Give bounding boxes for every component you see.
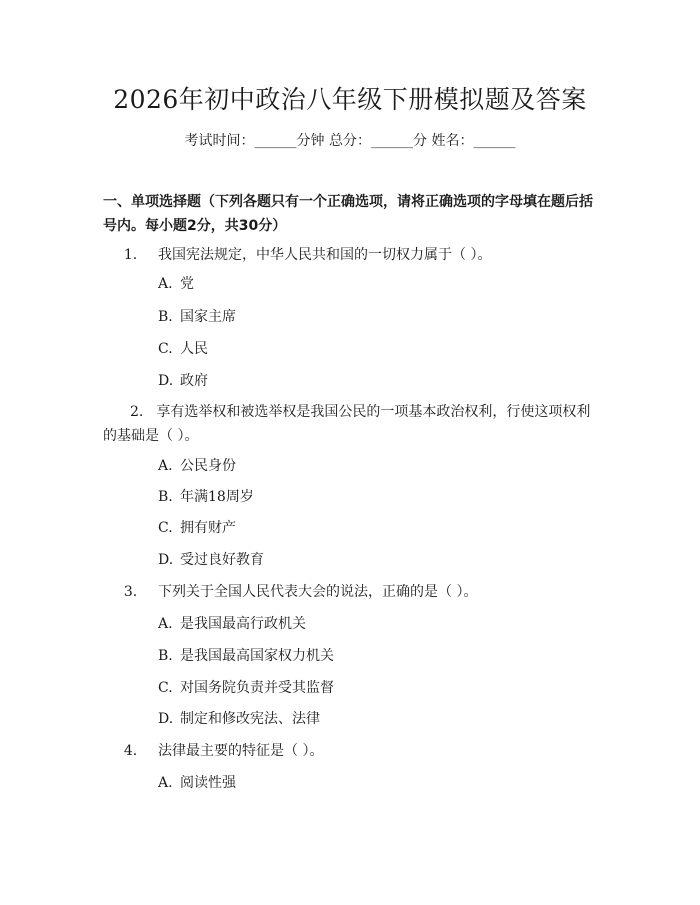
- option-letter: C.: [158, 680, 173, 696]
- exam-info-line: [0, 130, 700, 152]
- question-4: [103, 739, 603, 763]
- option-2d: [158, 548, 598, 572]
- time-label: 考试时间：: [184, 133, 255, 149]
- question-3: [103, 580, 603, 604]
- option-text: 年满18周岁: [180, 489, 254, 505]
- option-3b: [158, 644, 598, 668]
- option-letter: A.: [158, 775, 173, 791]
- option-letter: A.: [158, 616, 173, 632]
- time-blank: ______: [254, 133, 297, 149]
- option-text: 政府: [180, 373, 208, 389]
- question-number: 3.: [123, 584, 138, 600]
- question-text: 我国宪法规定，中华人民共和国的一切权力属于（ ）。: [158, 247, 492, 263]
- score-unit: 分: [413, 133, 427, 149]
- question-number: 1.: [123, 247, 138, 263]
- name-label: 姓名：: [431, 133, 474, 149]
- question-number: 2.: [130, 404, 144, 420]
- option-1d: [158, 369, 598, 393]
- option-text: 公民身份: [180, 458, 236, 474]
- option-text: 是我国最高国家权力机关: [180, 648, 334, 664]
- question-text: 享有选举权和被选举权是我国公民的一项基本政治权利，行使这项权利的基础是（ ）。: [103, 404, 591, 444]
- option-3d: [158, 707, 598, 731]
- option-4a: [158, 771, 598, 795]
- option-text: 对国务院负责并受其监督: [180, 680, 334, 696]
- option-letter: C.: [158, 341, 173, 357]
- question-text: 法律最主要的特征是（ ）。: [158, 743, 324, 759]
- option-letter: D.: [158, 373, 174, 389]
- option-text: 受过良好教育: [180, 552, 264, 568]
- option-text: 人民: [180, 341, 208, 357]
- option-letter: B.: [158, 489, 173, 505]
- option-text: 是我国最高行政机关: [180, 616, 306, 632]
- option-letter: D.: [158, 552, 174, 568]
- option-letter: A.: [158, 458, 173, 474]
- option-1a: [158, 272, 598, 296]
- question-2: [103, 400, 603, 448]
- option-letter: A.: [158, 276, 173, 292]
- score-blank: ______: [371, 133, 413, 149]
- option-text: 国家主席: [180, 309, 236, 325]
- option-letter: D.: [158, 711, 174, 727]
- question-1: [103, 243, 603, 267]
- option-1b: [158, 305, 598, 329]
- option-2c: [158, 516, 598, 540]
- section-heading: 一、单项选择题（下列各题只有一个正确选项，请将正确选项的字母填在题后括号内。每小题2分，共30分）: [103, 194, 593, 234]
- option-letter: B.: [158, 648, 173, 664]
- page-title: 2026年初中政治八年级下册模拟题及答案: [113, 85, 587, 114]
- option-text: 拥有财产: [180, 520, 236, 536]
- score-label: 总分：: [329, 133, 371, 149]
- question-text: 下列关于全国人民代表大会的说法，正确的是（ ）。: [158, 584, 478, 600]
- option-2a: [158, 454, 598, 478]
- option-2b: [158, 485, 598, 509]
- option-3a: [158, 612, 598, 636]
- option-letter: B.: [158, 309, 173, 325]
- question-number: 4.: [123, 743, 138, 759]
- option-1c: [158, 337, 598, 361]
- option-text: 阅读性强: [180, 775, 236, 791]
- name-blank: ______: [473, 133, 516, 149]
- option-letter: C.: [158, 520, 173, 536]
- option-3c: [158, 676, 598, 700]
- option-text: 党: [180, 276, 194, 292]
- option-text: 制定和修改宪法、法律: [180, 711, 320, 727]
- time-unit: 分钟: [296, 133, 325, 149]
